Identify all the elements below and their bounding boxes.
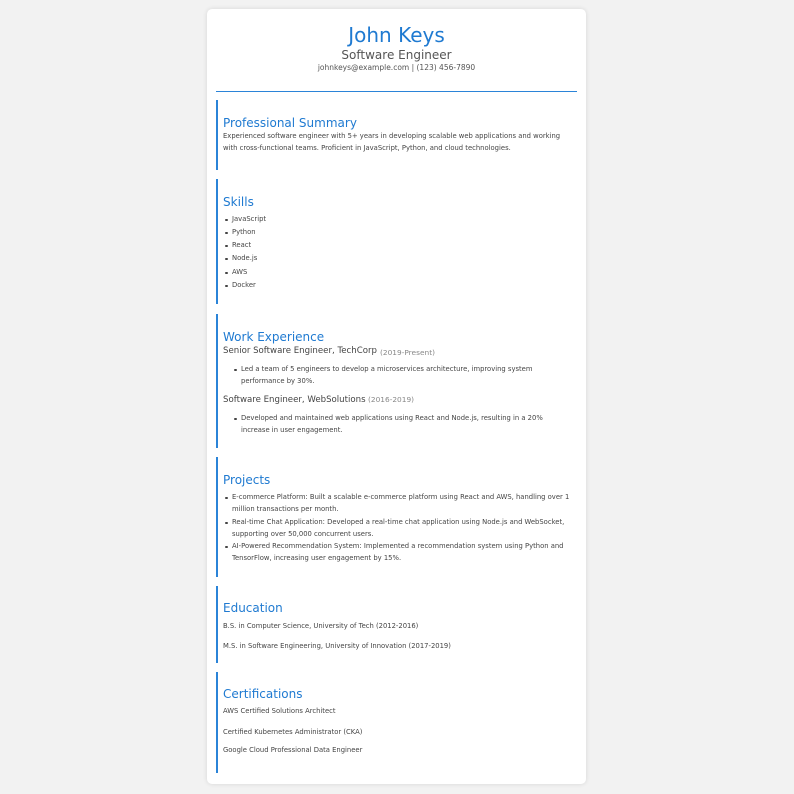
project-item: Real-time Chat Application: Developed a real-time chat application using Node.js and WebSocket, supporting over 50,000 concurrent users. [232, 517, 577, 540]
summary-section [216, 100, 579, 170]
experience-heading: Work Experience [223, 330, 325, 344]
job-title: Software Engineer [341, 48, 452, 62]
project-item: AI-Powered Recommendation System: Implemented a recommendation system using Python and TensorFlow, increasing user engagement by 15%. [232, 541, 577, 564]
job-role: Software Engineer, WebSolutions [223, 395, 366, 405]
certifications-section [216, 672, 579, 773]
job-bullet: Led a team of 5 engineers to develop a microservices architecture, improving system performance by 30%. [241, 364, 571, 387]
job-dates: (2019-Present) [380, 348, 435, 357]
education-heading: Education [223, 601, 283, 615]
skills-heading: Skills [223, 195, 254, 209]
resume-header [216, 9, 577, 92]
skill-item: JavaScript [232, 214, 266, 226]
certification-item: AWS Certified Solutions Architect [223, 707, 336, 715]
certification-item: Certified Kubernetes Administrator (CKA) [223, 728, 363, 736]
certifications-heading: Certifications [223, 687, 303, 701]
skill-item: Node.js [232, 253, 257, 265]
skills-section [216, 179, 579, 304]
certification-item: Google Cloud Professional Data Engineer [223, 746, 363, 754]
project-item: E-commerce Platform: Built a scalable e-commerce platform using React and AWS, handling over 1 million transactions per month. [232, 492, 577, 515]
projects-heading: Projects [223, 473, 271, 487]
projects-section [216, 457, 579, 577]
skill-item: Docker [232, 280, 256, 292]
candidate-name: John Keys [348, 23, 445, 47]
education-item: M.S. in Software Engineering, University of Innovation (2017-2019) [223, 642, 451, 650]
experience-section [216, 314, 579, 448]
summary-text: Experienced software engineer with 5+ years in developing scalable web applications and working with cross-functional teams. Proficient in JavaScript, Python, and cloud technologies. [223, 132, 561, 152]
summary-heading: Professional Summary [223, 116, 357, 130]
resume-page [207, 9, 586, 784]
skill-item: React [232, 240, 251, 252]
job-bullet: Developed and maintained web applications using React and Node.js, resulting in a 20% increase in user engagement. [241, 413, 571, 436]
skill-item: Python [232, 227, 256, 239]
education-section [216, 586, 579, 663]
contact-info: johnkeys@example.com | (123) 456-7890 [317, 63, 476, 72]
job-dates: (2016-2019) [368, 395, 415, 404]
skill-item: AWS [232, 267, 247, 279]
job-role: Senior Software Engineer, TechCorp [223, 346, 377, 356]
education-item: B.S. in Computer Science, University of Tech (2012-2016) [223, 622, 419, 630]
